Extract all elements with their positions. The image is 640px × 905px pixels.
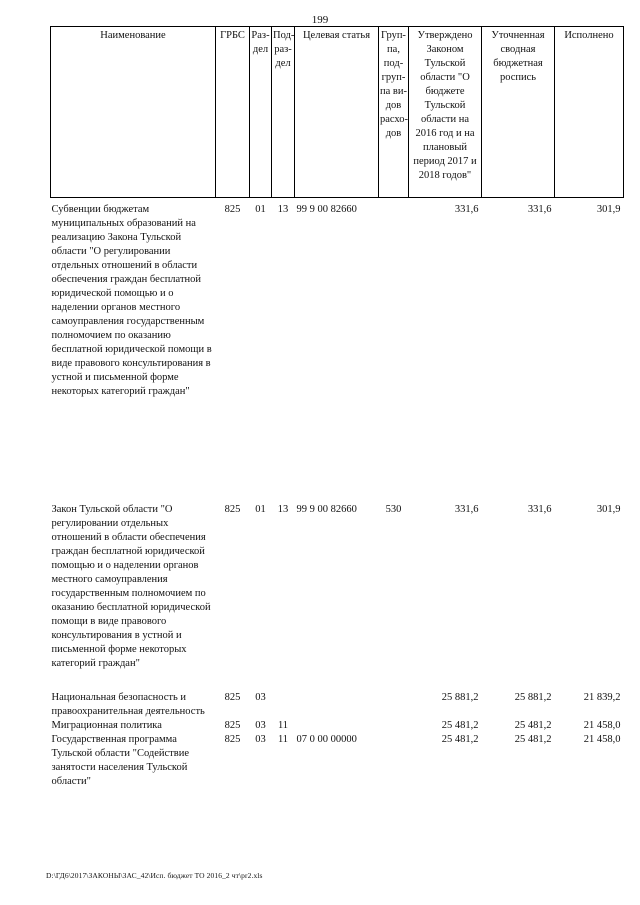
row-name: Субвенции бюджетам муниципальных образований на реализацию Закона Тульской области "О регулировании отдельных отношений в области обеспечения граждан бесплатной юридической помощью и о наделении органов местного самоуправления государственным полномочием по оказанию бесплатной юридической помощи в виде правового консультирования в устной и письменной форме некоторых категорий граждан": [51, 204, 212, 397]
row-target: [295, 719, 379, 733]
row-approved: 25 481,2: [441, 720, 479, 731]
row-podrazdel: 13: [277, 204, 289, 215]
page-number: 199: [311, 14, 329, 26]
table-row: [51, 198, 624, 400]
row-target: 99 9 00 82660: [296, 204, 357, 215]
row-target: 07 0 00 00000: [296, 734, 357, 745]
header-executed: Исполнено: [555, 27, 624, 198]
row-spacer: [51, 671, 624, 691]
row-target: [295, 691, 379, 719]
row-refined: 25 481,2: [514, 720, 552, 731]
budget-table: [50, 26, 624, 789]
header-target: Целевая статья: [295, 27, 379, 198]
row-vid: 530: [385, 504, 402, 515]
row-podrazdel: 13: [277, 504, 289, 515]
header-grbs: ГРБС: [216, 27, 250, 198]
row-grbs: 825: [224, 204, 241, 215]
row-grbs: 825: [224, 720, 241, 731]
row-vid: [379, 733, 409, 789]
header-vid: Груп-па, под-груп-па ви-дов расхо-дов: [379, 27, 409, 198]
row-name: Миграционная политика: [51, 720, 162, 731]
row-executed: 301,9: [596, 204, 621, 215]
row-grbs: 825: [224, 692, 241, 703]
row-razdel: 03: [255, 692, 266, 703]
row-executed: 21 458,0: [583, 720, 621, 731]
header-name: Наименование: [51, 27, 216, 198]
table-header-row: [51, 27, 624, 198]
header-approved: Утверждено Законом Тульской области "О бюджете Тульской области на 2016 год и на плановый период 2017 и 2018 годов": [409, 27, 482, 198]
row-razdel: 01: [255, 204, 266, 215]
row-executed: 21 458,0: [583, 734, 621, 745]
header-razdel: Раз-дел: [250, 27, 272, 198]
header-refined: Уточненная сводная бюджетная роспись: [482, 27, 555, 198]
row-vid: [379, 719, 409, 733]
table-row: [51, 503, 624, 671]
row-razdel: 01: [255, 504, 266, 515]
row-approved: 25 881,2: [441, 692, 479, 703]
file-path-footer: D:\ГД6\2017\ЗАКОНЫ\ЗАС_42\Исп. бюджет ТО 2016_2 чт\pr2.xls: [46, 871, 263, 880]
row-podrazdel: 11: [277, 720, 289, 731]
row-name: Закон Тульской области "О регулировании отдельных отношений в области обеспечения граждан бесплатной юридической помощью и о наделении органов местного самоуправления государственным полномочием по оказанию бесплатной юридической помощи в виде правового консультирования в устной и письменной форме некоторых категорий граждан": [51, 504, 211, 669]
table-row: [51, 691, 624, 719]
row-executed: 21 839,2: [583, 692, 621, 703]
row-target: 99 9 00 82660: [296, 504, 357, 515]
row-refined: 25 881,2: [514, 692, 552, 703]
row-approved: 331,6: [454, 504, 479, 515]
table-row: [51, 719, 624, 733]
row-grbs: 825: [224, 734, 241, 745]
row-vid: [379, 691, 409, 719]
header-podrazdel: Под-раз-дел: [272, 27, 295, 198]
row-executed: 301,9: [596, 504, 621, 515]
row-vid: [379, 198, 409, 400]
row-razdel: 03: [255, 734, 266, 745]
row-podrazdel: [272, 691, 295, 719]
row-spacer: [51, 399, 624, 503]
row-refined: 331,6: [527, 204, 552, 215]
row-grbs: 825: [224, 504, 241, 515]
row-podrazdel: 11: [277, 734, 289, 745]
row-approved: 25 481,2: [441, 734, 479, 745]
row-razdel: 03: [255, 720, 266, 731]
row-name: Государственная программа Тульской области "Содействие занятости населения Тульской области": [51, 734, 189, 787]
row-refined: 25 481,2: [514, 734, 552, 745]
table-row: [51, 733, 624, 789]
row-refined: 331,6: [527, 504, 552, 515]
row-approved: 331,6: [454, 204, 479, 215]
row-name: Национальная безопасность и правоохранительная деятельность: [51, 692, 205, 717]
